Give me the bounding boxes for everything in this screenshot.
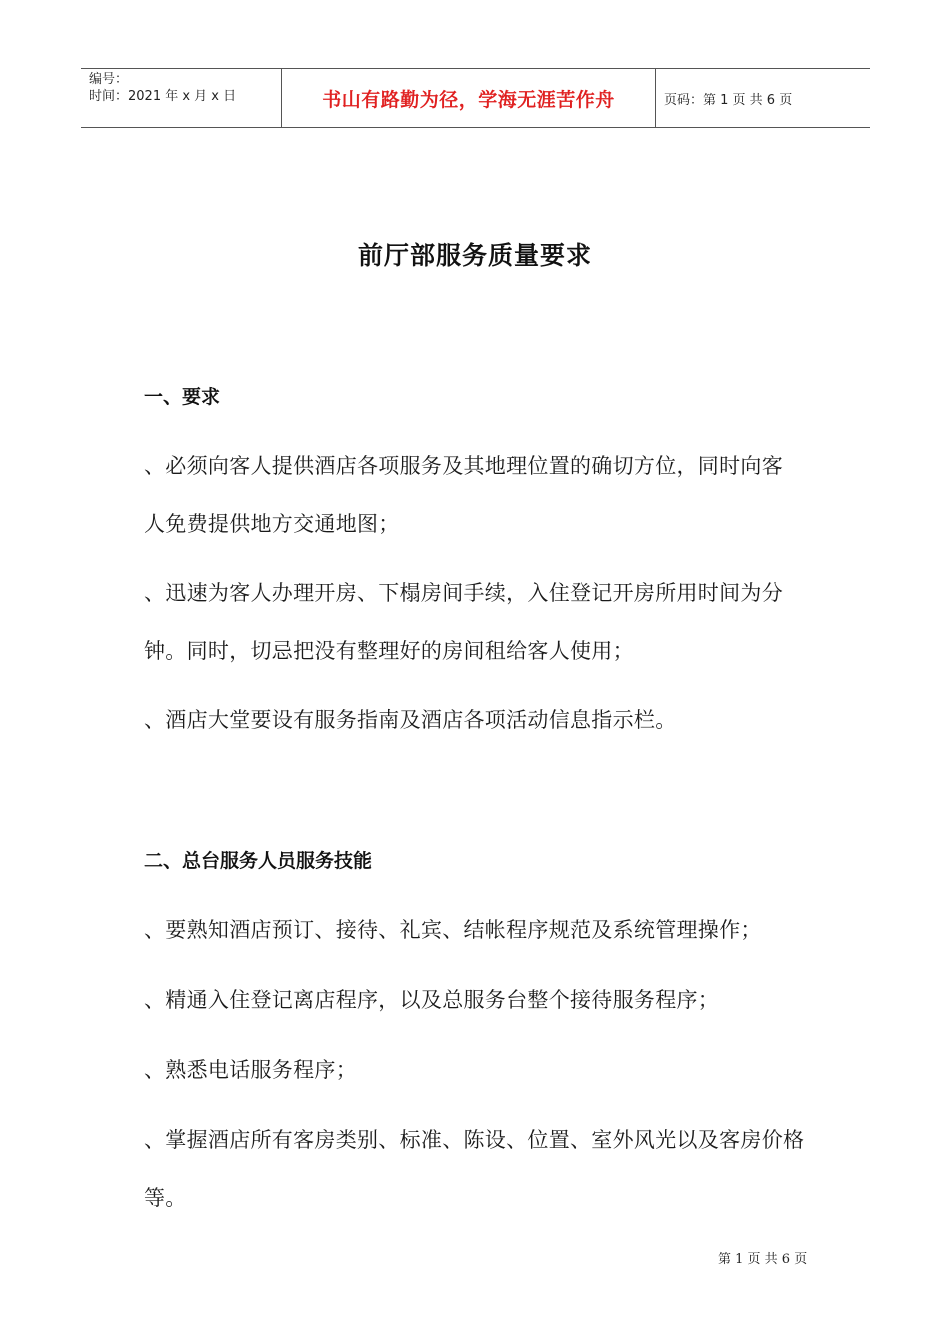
list-item [144,971,814,1029]
list-item [144,1041,814,1099]
paragraph-line: 、酒店大堂要设有服务指南及酒店各项活动信息指示栏。 [144,708,677,732]
page-footer: 第 1 页 共 6 页 [718,1252,808,1267]
paragraph-line: 、熟悉电话服务程序； [144,1058,357,1082]
list-item [144,564,814,680]
page-header [81,68,870,128]
paragraph-line: 钟。同时，切忌把没有整理好的房间租给客人使用； [144,639,634,663]
list-item [144,437,814,553]
list-item [144,691,814,749]
section-heading: 一、要求 [144,386,221,408]
list-item [144,901,814,959]
paragraph-line: 、迅速为客人办理开房、下榻房间手续，入住登记开房所用时间为分 [144,581,783,605]
paragraph-line: 、必须向客人提供酒店各项服务及其地理位置的确切方位，同时向客 [144,454,783,478]
paragraph-line: 、掌握酒店所有客房类别、标准、陈设、位置、室外风光以及客房价格 [144,1128,805,1152]
paragraph-line: 、要熟知酒店预订、接待、礼宾、结帐程序规范及系统管理操作； [144,918,762,942]
list-item [144,1111,814,1227]
document-title: 前厅部服务质量要求 [357,241,592,270]
paragraph-line: 人免费提供地方交通地图； [144,512,400,536]
document-number-label: 编号： [89,72,129,87]
header-page-info: 页码：第 1 页 共 6 页 [664,92,793,108]
paragraph-line: 、精通入住登记离店程序，以及总服务台整个接待服务程序； [144,988,720,1012]
header-meta [89,71,279,105]
header-motto: 书山有路勤为径，学海无涯苦作舟 [322,88,615,111]
paragraph-line: 等。 [144,1186,187,1210]
section-heading: 二、总台服务人员服务技能 [144,850,373,872]
header-divider [655,69,656,127]
document-date-label: 时间：2021 年 x 月 x 日 [89,89,237,104]
